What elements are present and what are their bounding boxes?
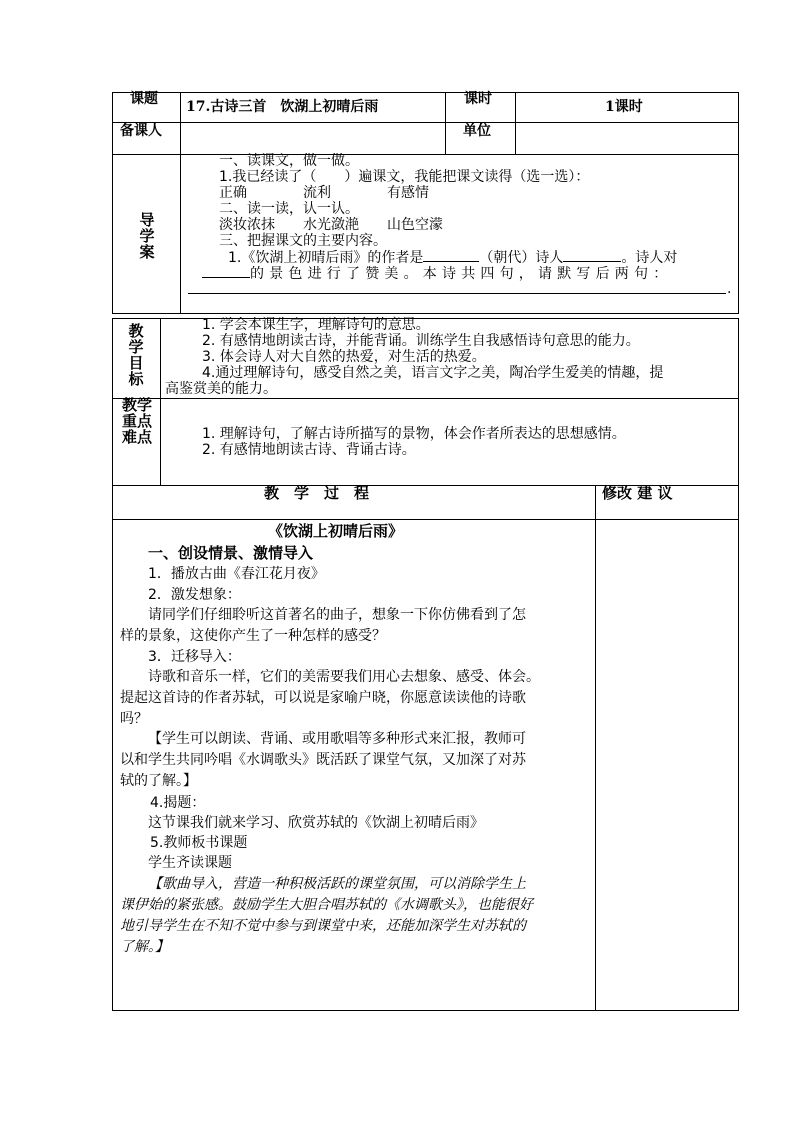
keypoint-item: 1. 理解诗句，了解古诗所描写的景物，体会作者所表达的思想感情。 [202, 426, 626, 442]
suggestion-header: 修改 建 议 [602, 484, 673, 502]
guide-line: 二、读一读，认一认。 [219, 201, 359, 217]
teacher-note: 轼的了解。】 [120, 773, 197, 789]
keypoint-item: 2. 有感情地朗读古诗、背诵古诗。 [202, 442, 416, 458]
answer-line[interactable] [188, 293, 726, 294]
guide-label-char: 学 [139, 227, 155, 245]
guide-label-char: 导 [139, 211, 155, 229]
table-border [738, 318, 739, 1010]
answer-line-end: . [727, 281, 732, 297]
goal-item: 4.通过理解诗句，感受自然之美，语言文字之美，陶冶学生爱美的情趣，提 [202, 365, 664, 381]
teacher-note: 以和学生共同吟唱《水调歌头》既活跃了课堂气氛，又加深了对苏 [120, 752, 526, 768]
topic-value: 17.古诗三首 饮湖上初晴后雨 [186, 99, 379, 115]
step-3-body: 诗歌和音乐一样，它们的美需要我们用心去想象、感受、体会。 [148, 669, 540, 685]
design-note: 地引导学生在不知不觉中参与到课堂中来，还能加深学生对苏轼的 [120, 918, 526, 934]
process-title: 《饮湖上初晴后雨》 [268, 522, 404, 540]
step-2-body: 请同学们仔细聆听这首著名的曲子，想象一下你仿佛看到了怎 [148, 607, 526, 623]
guide-line: 三、把握课文的主要内容。 [219, 233, 387, 249]
step-3-body: 吗？ [120, 711, 148, 727]
design-note: 课伊始的紧张感。鼓励学生大胆合唱苏轼的《水调歌头》，也能很好 [120, 897, 533, 913]
table-border [160, 318, 161, 485]
table-border [112, 519, 739, 520]
table-border [112, 122, 739, 123]
table-border [112, 92, 739, 93]
answer-blank[interactable] [202, 265, 250, 278]
question-1-cont [202, 265, 672, 282]
guide-line: 正确 流利 有感情 [219, 185, 429, 201]
step-5: 5.教师板书课题 [150, 835, 248, 851]
goal-item: 3. 体会诗人对大自然的热爱，对生活的热爱。 [202, 349, 486, 365]
step-3-body: 提起这首诗的作者苏轼，可以说是家喻户晓，你愿意读读他的诗歌 [120, 690, 526, 706]
answer-blank[interactable] [423, 249, 479, 262]
period-label: 课时 [464, 91, 492, 107]
goals-label-char: 学 [128, 338, 144, 356]
keypoints-label [118, 397, 156, 445]
goals-label [127, 323, 145, 387]
keypoints-label-line: 教学 [121, 396, 152, 414]
table-border [112, 318, 113, 1010]
step-2-body: 样的景象，这使你产生了一种怎样的感受？ [120, 628, 386, 644]
question-text: 1.《饮湖上初晴后雨》的作者是 [228, 250, 424, 266]
step-2: 2．激发想象： [148, 587, 241, 603]
teacher-note: 【学生可以朗读、背诵、或用歌唱等多种形式来汇报，教师可 [148, 731, 526, 747]
topic-label: 课题 [130, 91, 158, 107]
question-text: （朝代）诗人 [479, 250, 564, 266]
answer-blank[interactable] [563, 249, 621, 262]
table-border [112, 398, 739, 399]
goals-label-char: 目 [128, 354, 144, 372]
goal-item: 高鉴赏美的能力。 [165, 381, 277, 397]
question-text: 的景色进行了赞美。本诗共四句，请默写后两句： [250, 266, 673, 282]
preparer-label: 备课人 [120, 123, 162, 139]
goal-item: 2. 有感情地朗读古诗，并能背诵。训练学生自我感悟诗句意思的能力。 [202, 333, 640, 349]
step-4: 4.揭题： [150, 795, 206, 811]
goals-label-char: 教 [128, 322, 144, 340]
unit-label: 单位 [463, 123, 491, 139]
question-text: 。诗人对 [621, 250, 678, 266]
step-4-body: 这节课我们就来学习、欣赏苏轼的《饮湖上初晴后雨》 [148, 815, 484, 831]
keypoints-label-line: 重点 [121, 412, 152, 430]
table-border [112, 313, 739, 314]
table-border [445, 92, 446, 154]
guide-line: 1.我已经读了（ ）遍课文，我能把课文读得（选一选）： [219, 169, 590, 185]
table-border [738, 92, 739, 313]
period-value: 1课时 [605, 99, 643, 115]
guide-line: 一、读课文，做一做。 [219, 153, 359, 169]
guide-label-char: 案 [139, 243, 155, 261]
design-note: 了解。】 [120, 939, 169, 955]
process-header: 教 学 过 程 [264, 484, 370, 502]
guide-label [138, 212, 156, 260]
table-border [112, 1010, 739, 1011]
step-1: 1．播放古曲《春江花月夜》 [148, 566, 325, 582]
step-6: 学生齐读课题 [148, 855, 232, 871]
table-border [595, 485, 596, 1010]
table-border [112, 154, 739, 155]
table-border [180, 92, 181, 313]
table-border [112, 92, 113, 313]
question-1 [228, 249, 677, 266]
design-note: 【歌曲导入，营造一种积极活跃的课堂氛围，可以消除学生上 [148, 876, 526, 892]
table-border [515, 92, 516, 154]
guide-line: 淡妆浓抹 水光潋滟 山色空濛 [219, 217, 443, 233]
keypoints-label-line: 难点 [121, 428, 152, 446]
step-3: 3．迁移导入： [148, 649, 241, 665]
goal-item: 1. 学会本课生字，理解诗句的意思。 [202, 317, 430, 333]
section-heading: 一、创设情景、激情导入 [148, 544, 314, 562]
goals-label-char: 标 [128, 370, 144, 388]
